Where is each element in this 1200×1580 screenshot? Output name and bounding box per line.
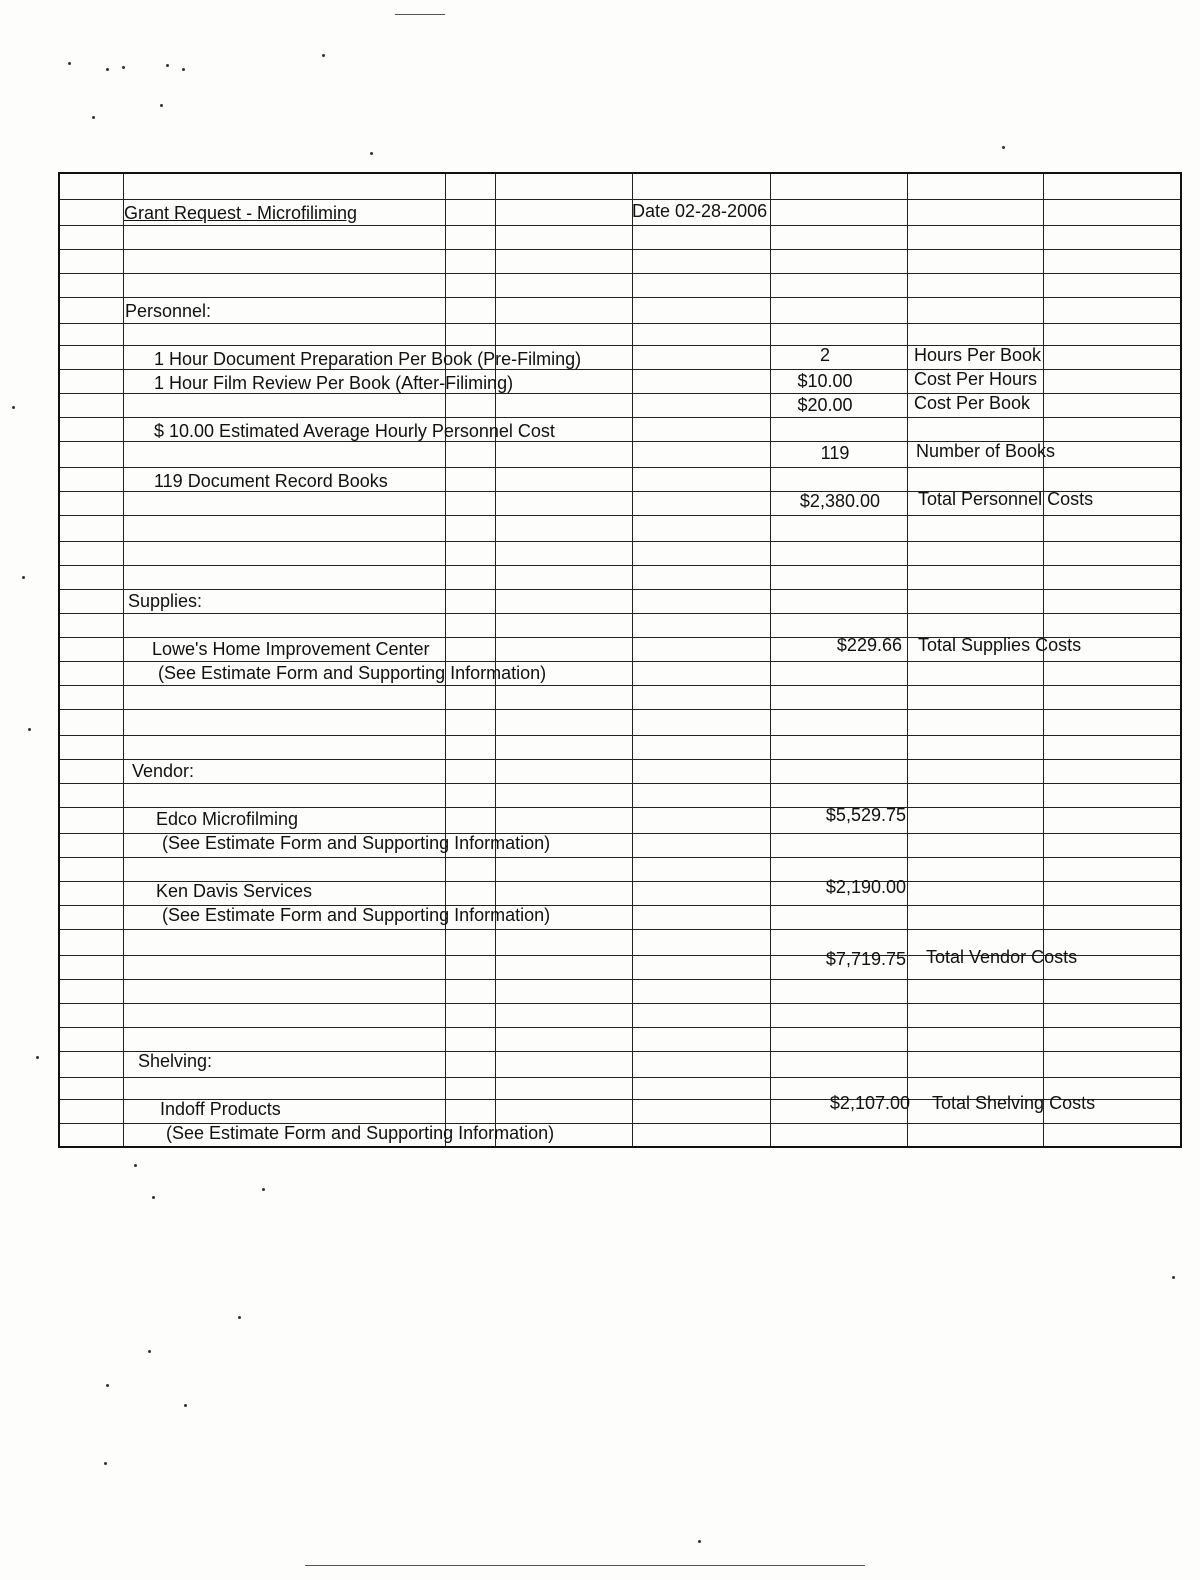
scan-speck [106,1384,109,1387]
grid-line [60,565,1180,566]
grid-line [445,174,446,1146]
supplies-heading: Supplies: [128,591,203,611]
shelving-note: (See Estimate Form and Supporting Information) [166,1123,555,1143]
vendor-item-note: (See Estimate Form and Supporting Information) [162,905,551,925]
personnel-line: $ 10.00 Estimated Average Hourly Personnel Cost [154,421,555,441]
total-personnel-costs-label: Total Personnel Costs [918,489,1094,509]
total-personnel-costs-value: $2,380.00 [799,491,880,511]
grid-line [60,273,1180,274]
scan-speck [184,1404,187,1407]
grid-line [60,225,1180,226]
grid-line [60,685,1180,686]
vendor-item-name: Ken Davis Services [156,881,313,901]
shelving-heading: Shelving: [138,1051,213,1071]
grid-line [60,541,1180,542]
grid-line [60,613,1180,614]
scan-speck [134,1164,137,1167]
scan-speck [182,68,185,71]
grid-line [60,735,1180,736]
personnel-line: 1 Hour Document Preparation Per Book (Pre-Filming) [154,349,582,369]
vendor-total-label: Total Vendor Costs [926,947,1078,967]
number-of-books-value: 119 [820,443,850,463]
number-of-books-label: Number of Books [916,441,1056,461]
scan-speck [22,576,25,579]
scan-speck [370,152,373,155]
hours-per-book-label: Hours Per Book [914,345,1042,365]
grid-line [632,174,633,1146]
supplies-vendor: Lowe's Home Improvement Center [152,639,430,659]
scan-edge-mark [305,1565,865,1566]
supplies-note: (See Estimate Form and Supporting Information) [158,663,547,683]
scan-speck [122,66,125,69]
grid-line [495,174,496,1146]
scan-speck [104,1462,107,1465]
personnel-heading: Personnel: [125,301,212,321]
scan-speck [68,62,71,65]
scan-speck [160,104,163,107]
grid-line [60,979,1180,980]
vendor-item-note: (See Estimate Form and Supporting Information) [162,833,551,853]
grid-line [60,1077,1180,1078]
grid-line [60,1051,1180,1052]
grant-budget-sheet [58,172,1182,1148]
shelving-total-label: Total Shelving Costs [932,1093,1096,1113]
grid-line [60,297,1180,298]
scan-speck [262,1188,265,1191]
hours-per-book-value: 2 [819,345,830,365]
grid-line [60,857,1180,858]
grid-line [770,174,771,1146]
scan-speck [28,728,31,731]
supplies-total-label: Total Supplies Costs [918,635,1082,655]
document-date: Date 02-28-2006 [632,201,768,221]
vendor-total-value: $7,719.75 [825,949,906,969]
grid-line [907,174,908,1146]
scan-edge-mark [395,14,445,15]
grid-line [60,199,1180,200]
shelving-vendor: Indoff Products [160,1099,281,1119]
grid-line [60,709,1180,710]
grid-line [60,467,1180,468]
scan-speck [36,1056,39,1059]
scan-speck [238,1316,241,1319]
scan-speck [148,1350,151,1353]
scan-speck [166,64,169,67]
grid-line [123,174,124,1146]
shelving-amount: $2,107.00 [829,1093,910,1113]
vendor-item-amount: $5,529.75 [825,805,906,825]
grid-line [60,783,1180,784]
cost-per-hour-label: Cost Per Hours [914,369,1038,389]
grid-line [1043,174,1044,1146]
grid-line [60,589,1180,590]
cost-per-hour-value: $10.00 [797,371,853,391]
grid-line [60,249,1180,250]
grid-line [60,417,1180,418]
scan-speck [698,1540,701,1543]
scan-speck [1002,146,1005,149]
grid-line [60,1003,1180,1004]
vendor-item-amount: $2,190.00 [825,877,906,897]
vendor-item-name: Edco Microfilming [156,809,299,829]
grid-line [60,515,1180,516]
scan-speck [152,1196,155,1199]
cost-per-book-value: $20.00 [797,395,853,415]
scan-speck [1172,1276,1175,1279]
scan-speck [106,68,109,71]
supplies-amount: $229.66 [836,635,902,655]
personnel-line: 1 Hour Film Review Per Book (After-Filiming) [154,373,514,393]
scan-speck [92,116,95,119]
personnel-line: 119 Document Record Books [154,471,388,491]
scan-speck [322,54,325,57]
scan-speck [12,406,15,409]
grid-line [60,323,1180,324]
cost-per-book-label: Cost Per Book [914,393,1031,413]
document-title: Grant Request - Microfiliming [124,203,358,223]
grid-line [60,929,1180,930]
grid-line [60,1027,1180,1028]
vendor-heading: Vendor: [132,761,195,781]
grid-line [60,759,1180,760]
